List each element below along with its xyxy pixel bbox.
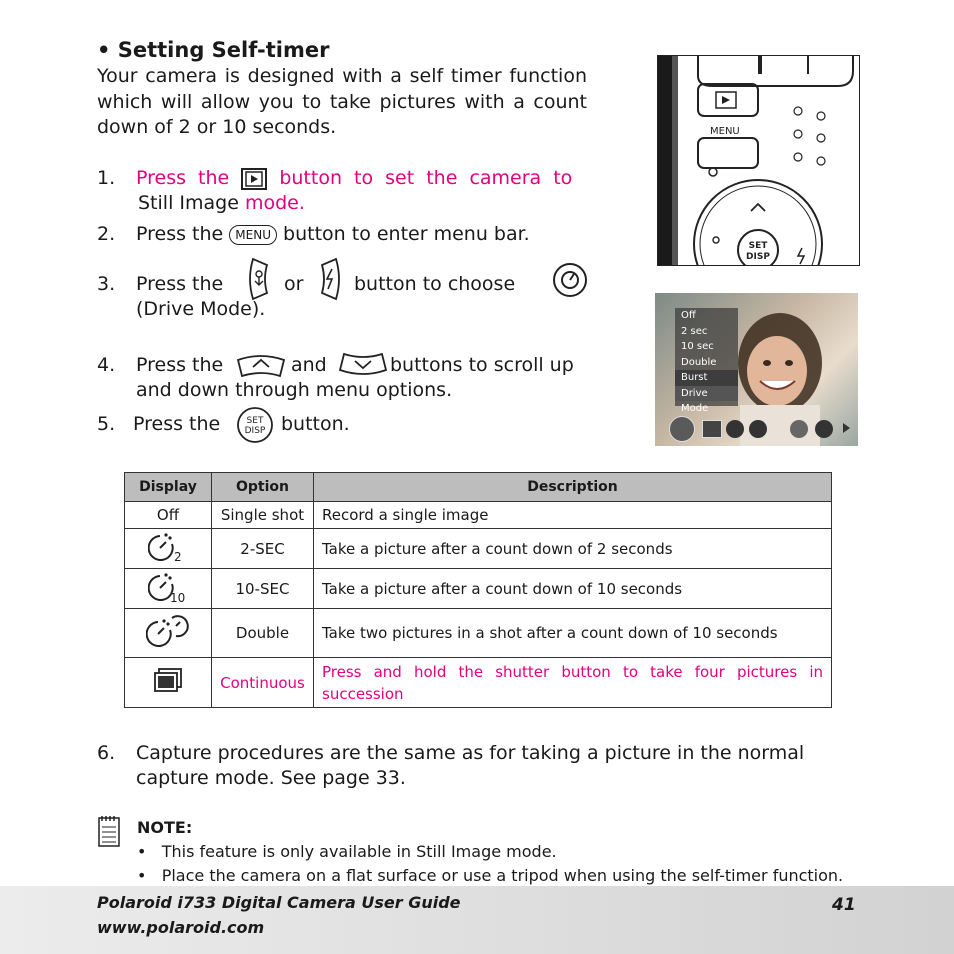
table-header-row: Display Option Description: [125, 473, 832, 502]
svg-text:DISP: DISP: [244, 426, 266, 436]
svg-text:SET: SET: [246, 416, 264, 426]
self-timer-2sec-icon: [148, 530, 188, 564]
svg-text:DISP: DISP: [746, 252, 770, 262]
arrow-right-icon: [843, 423, 850, 433]
svg-text:2: 2: [174, 549, 182, 564]
drive-mode-menu: [675, 308, 738, 414]
step-1: 1. Press the button to set the camera to Still Image mode.: [97, 167, 573, 214]
drive-mode-table: [124, 472, 832, 708]
svg-text:MENU: MENU: [710, 126, 740, 137]
step-3: 3.: [97, 273, 116, 295]
table-row: 10 10-SEC Take a picture after a count down of 10 seconds: [125, 569, 832, 609]
up-button-icon: [236, 352, 286, 378]
size-icon: [749, 420, 767, 438]
table-row: 2 2-SEC Take a picture after a count down of 2 seconds: [125, 529, 832, 569]
note-pad-icon: [97, 814, 121, 848]
white-balance-icon: [790, 420, 808, 438]
step-2: 2. Press the MENU button to enter menu bar.: [97, 223, 530, 245]
set-disp-button-icon: [235, 405, 275, 445]
step-5: 5.: [97, 413, 116, 435]
camera-back-illustration: [657, 55, 860, 266]
footer-text: Polaroid i733 Digital Camera User Guide www.polaroid.com: [97, 890, 461, 940]
burst-icon: [702, 420, 722, 438]
menu-title: Drive Mode: [675, 386, 738, 402]
intro-paragraph: Your camera is designed with a self timer function which will allow you to take pictures with a count down of 2 or 10 seconds.: [97, 65, 587, 138]
note-title: NOTE:: [137, 818, 193, 837]
footer-website-link[interactable]: www.polaroid.com: [97, 918, 265, 937]
note-bullet: • This feature is only available in Still Image mode.: [137, 842, 557, 861]
table-row: Off Single shot Record a single image: [125, 502, 832, 529]
right-flash-button-icon: [316, 257, 344, 301]
menu-option-double[interactable]: Double: [681, 356, 717, 368]
step-6: 6.: [97, 742, 116, 764]
svg-text:SET: SET: [748, 241, 768, 251]
self-timer-10sec-icon: [148, 570, 188, 604]
svg-text:10: 10: [170, 590, 186, 604]
table-row: Continuous Press and hold the shutter button to take four pictures in succession: [125, 658, 832, 708]
timer-icon: [815, 420, 833, 438]
self-timer-double-icon: [146, 614, 190, 648]
menu-option-off[interactable]: Off: [681, 310, 696, 321]
face-icon: [726, 420, 744, 438]
note-bullets: [137, 840, 843, 888]
menu-option-10sec[interactable]: 10 sec: [681, 341, 714, 352]
table-row: Double Take two pictures in a shot after a count down of 10 seconds: [125, 609, 832, 658]
camera-controls-drawing: [658, 56, 859, 265]
menu-button-icon: MENU: [229, 225, 277, 245]
menu-option-burst[interactable]: Burst: [675, 370, 738, 386]
down-button-icon: [338, 352, 388, 378]
drive-mode-icon: [669, 416, 695, 442]
left-macro-button-icon: [245, 257, 273, 301]
step-4: 4.: [97, 354, 116, 376]
note-bullet: • Place the camera on a flat surface or use a tripod when using the self-timer function.: [137, 866, 844, 885]
section-heading: • Setting Self-timer: [97, 38, 330, 62]
menu-option-2sec[interactable]: 2 sec: [681, 325, 708, 337]
page-number: 41: [832, 895, 856, 915]
self-timer-icon: [552, 262, 588, 298]
continuous-icon: [150, 666, 186, 696]
playback-button-icon: [241, 168, 267, 190]
